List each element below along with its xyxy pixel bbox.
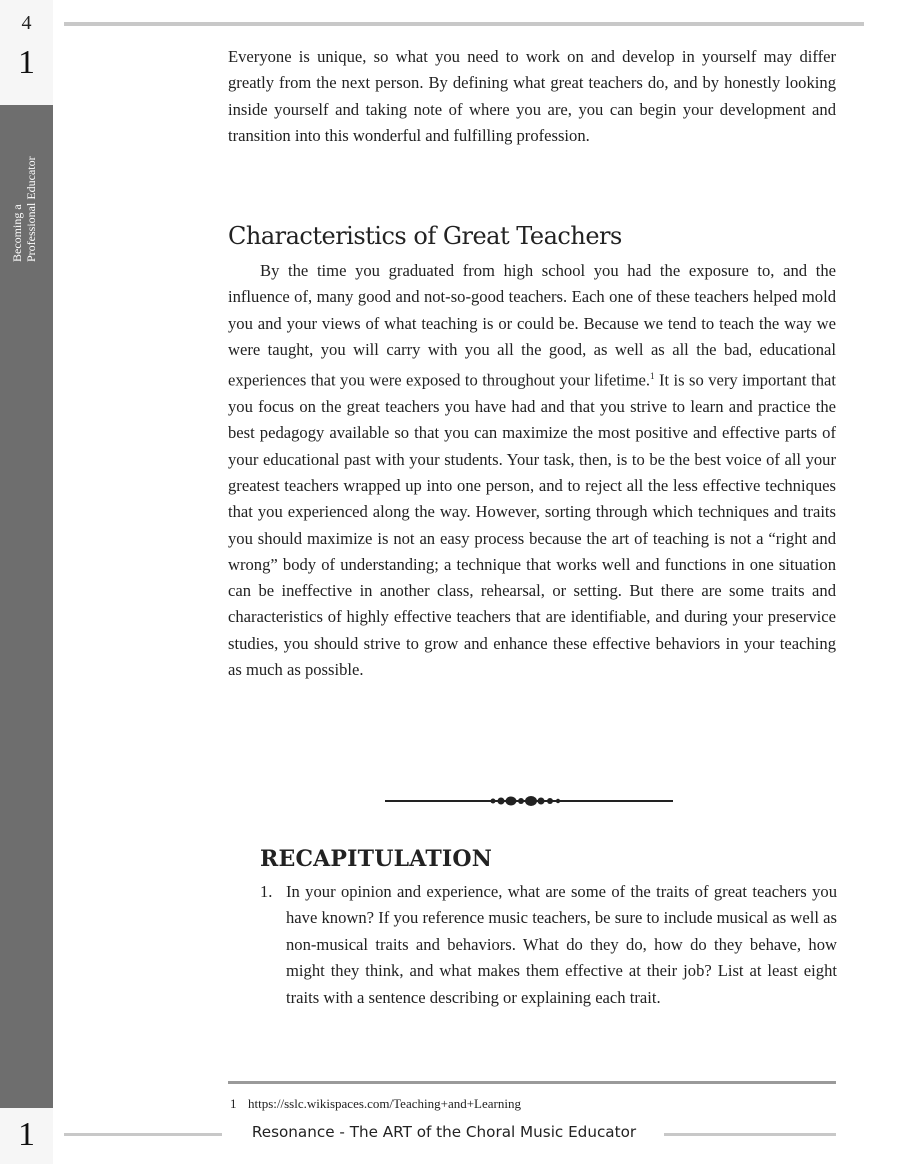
footnote-reference[interactable]: 1 bbox=[650, 371, 655, 382]
recap-item bbox=[260, 879, 837, 1011]
running-footer-title: Resonance - The ART of the Choral Music Educator bbox=[251, 1123, 637, 1141]
footnote-marker: 1 bbox=[230, 1096, 237, 1111]
recap-item-text: In your opinion and experience, what are some of the traits of great teachers you have known? If you reference music teachers, be sure to include musical as well as non-musical traits and behaviors. What do they do, how do they behave, how might they think, and what makes them effective at their job? List at least eight traits with a sentence describing or explaining each trait. bbox=[286, 882, 837, 1007]
section-paragraph-part1: By the time you graduated from high school you had the exposure to, and the influence of, many good and not-so-good teachers. Each one of these teachers helped mold you and your views of what teaching is or could be. Because we tend to teach the way we were taught, you will carry with you all the good, as well as all the bad, educational experiences that you were exposed to throughout your lifetime. bbox=[228, 261, 836, 390]
recap-list bbox=[260, 879, 837, 1011]
chapter-title-line2: Professional Educator bbox=[24, 156, 38, 262]
section-paragraph bbox=[228, 258, 836, 683]
chapter-tab-title bbox=[4, 110, 52, 270]
chapter-title-line1: Becoming a bbox=[10, 204, 24, 262]
left-margin-strip bbox=[0, 0, 53, 1164]
ornament-divider-icon bbox=[385, 788, 673, 814]
intro-paragraph: Everyone is unique, so what you need to work on and develop in yourself may differ greatly from the next person. By defining what great teachers do, and by honestly looking inside yourself and taking note of where you are, you can begin your development and transition into this wonderful and fulfilling profession. bbox=[228, 47, 836, 145]
recap-item-number: 1. bbox=[260, 882, 273, 901]
footnote bbox=[230, 1096, 830, 1112]
section-heading: Characteristics of Great Teachers bbox=[228, 222, 622, 250]
top-rule bbox=[64, 22, 864, 26]
footnote-link[interactable]: https://sslc.wikispaces.com/Teaching+and+Learning bbox=[248, 1096, 521, 1111]
section-paragraph-part2: It is so very important that you focus on the great teachers you have had and that you strive to learn and practice the best pedagogy available so that you can maximize the most positive and effective parts of your educational past with your students. Your task, then, is to be the best voice of all your greatest teachers wrapped up into one person, and to reject all the less effective techniques that you experienced along the way. However, sorting through which techniques and traits you should maximize is not an easy process because the art of teaching is not a “right and wrong” body of understanding; a technique that works well and functions in one situation can be ineffective in another class, rehearsal, or setting. But there are some traits and characteristics of highly effective teachers that are identifiable, and during your preservice studies, you should strive to grow and enhance these effective behaviors in your teaching as much as possible. bbox=[228, 370, 836, 679]
chapter-number-top: 1 bbox=[18, 44, 35, 81]
chapter-tab bbox=[0, 105, 53, 1108]
page-number: 4 bbox=[21, 12, 32, 34]
footer-rule-right bbox=[664, 1133, 836, 1136]
footer-rule-left bbox=[64, 1133, 222, 1136]
recap-heading: RECAPITULATION bbox=[260, 846, 493, 872]
footnote-rule bbox=[228, 1081, 836, 1084]
chapter-number-bottom: 1 bbox=[18, 1116, 35, 1153]
